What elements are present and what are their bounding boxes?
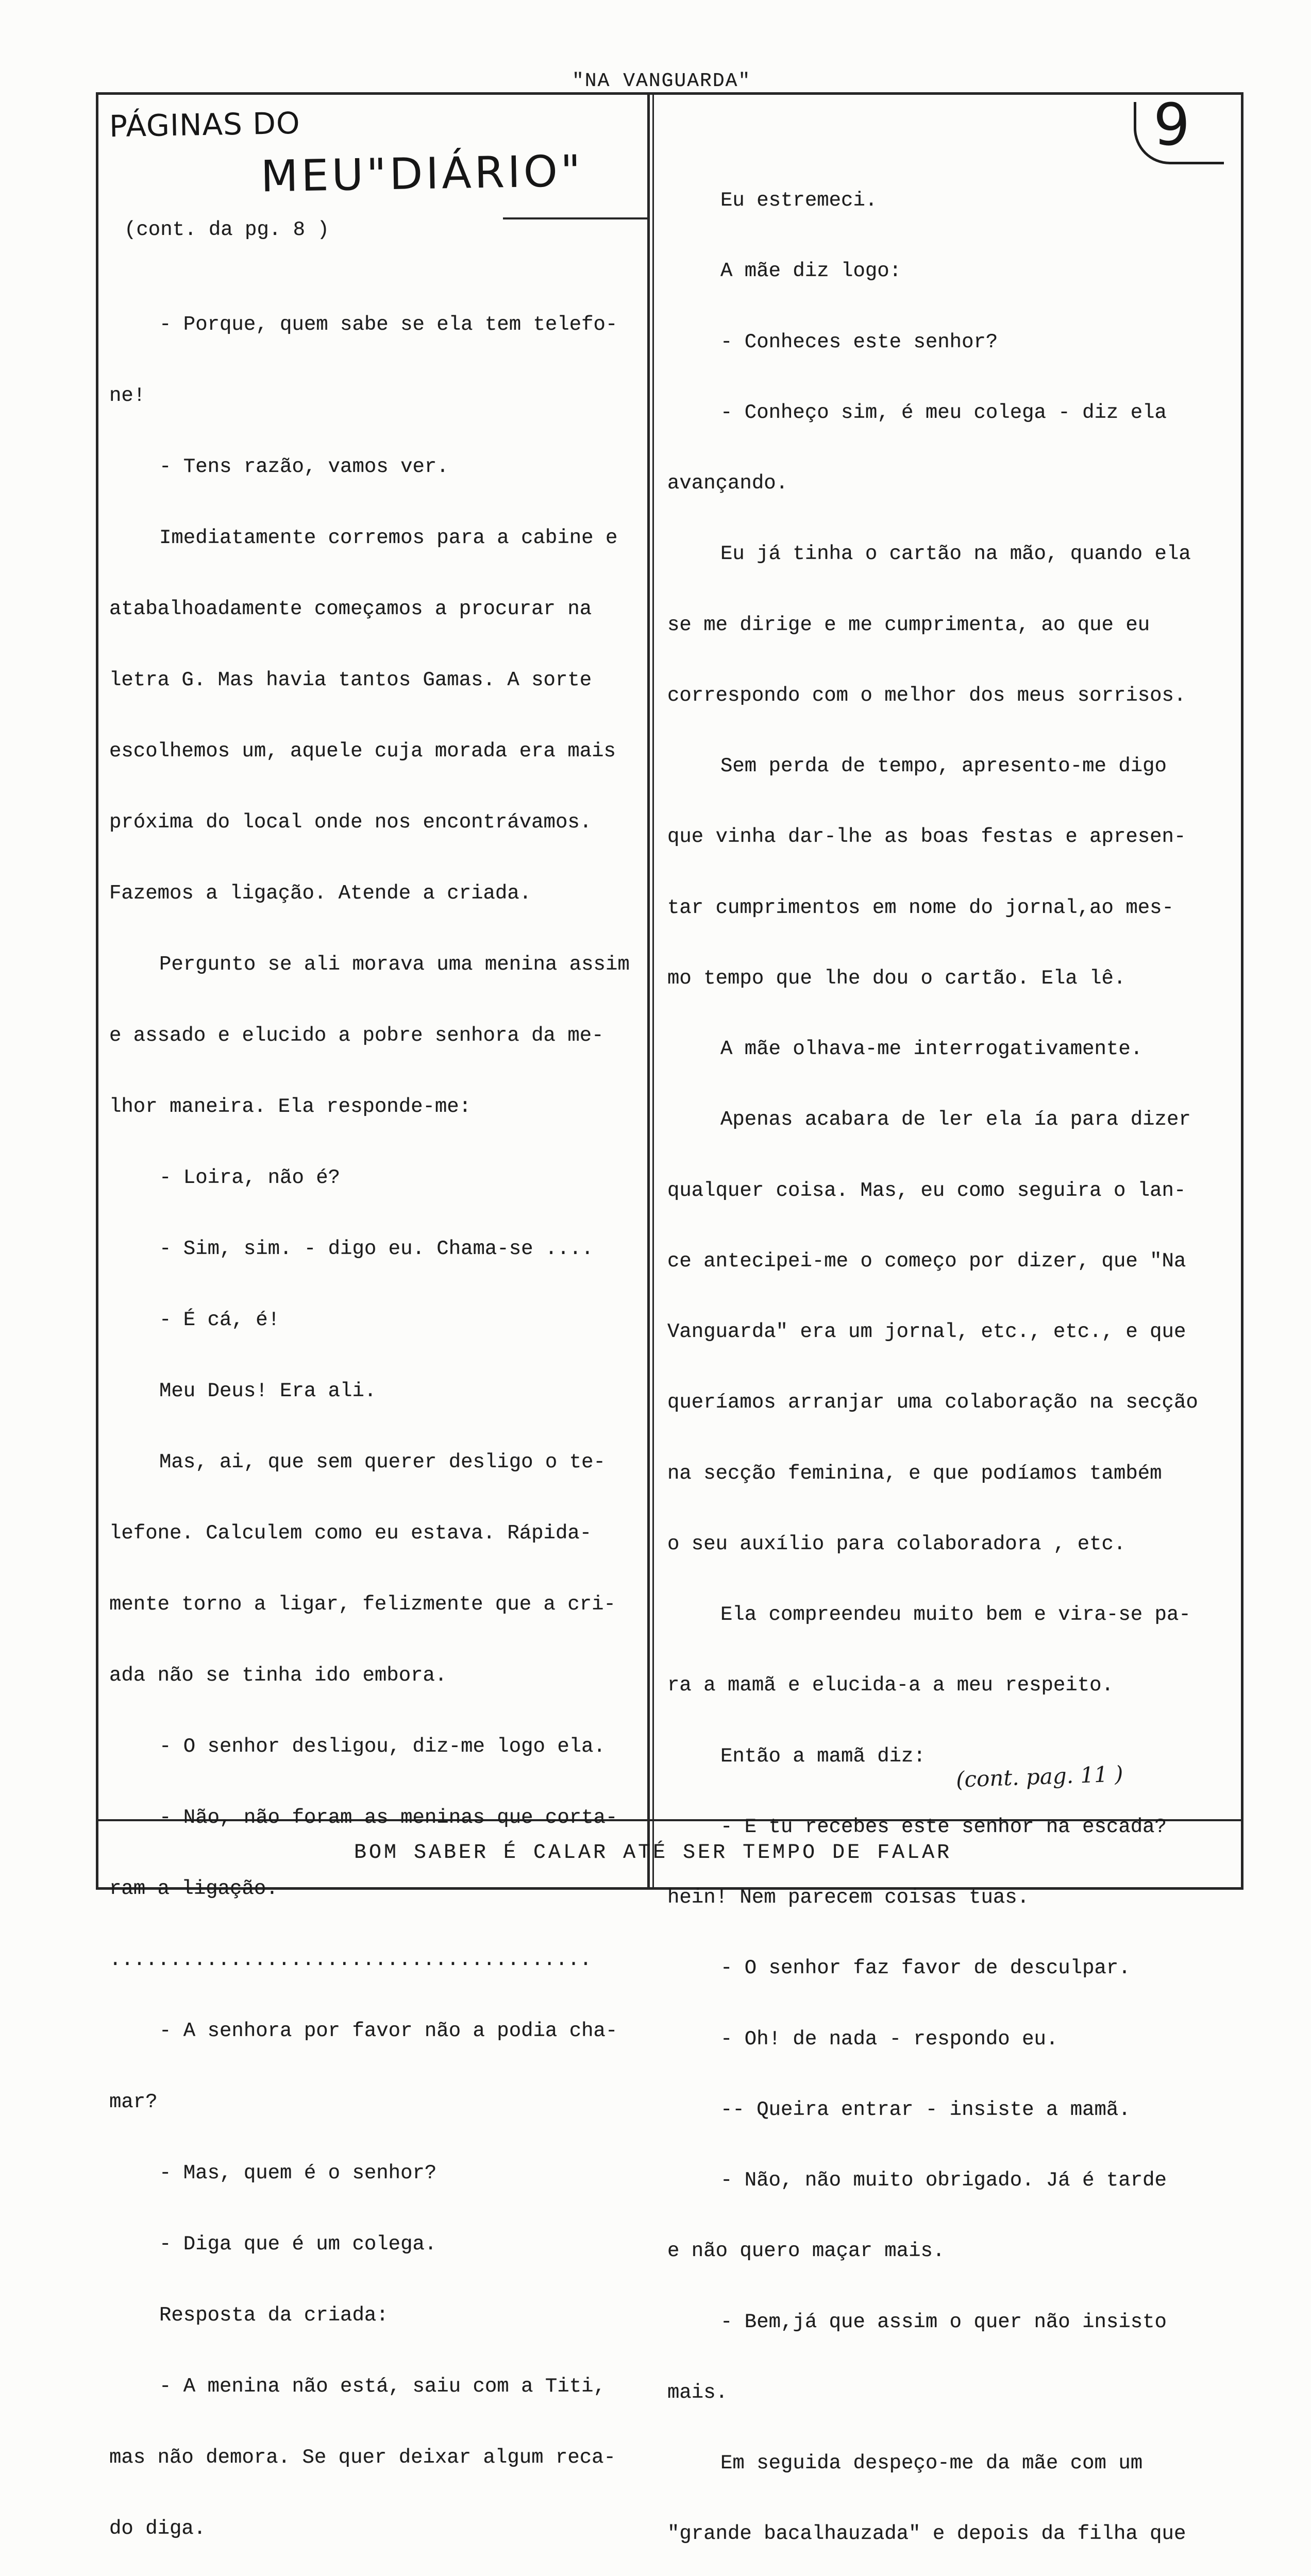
- text-line: - A menina não está, saiu com a Titi,: [159, 2375, 606, 2398]
- text-line: lhor maneira. Ela responde-me:: [109, 1095, 472, 1118]
- text-line: e assado e elucido a pobre senhora da me-: [109, 1024, 604, 1047]
- text-line: - É cá, é!: [159, 1309, 280, 1331]
- text-line: Em seguida despeço-me da mãe com um: [720, 2452, 1143, 2475]
- text-line: - Conheces este senhor?: [720, 330, 998, 353]
- text-line: - A senhora por favor não a podia cha-: [159, 2020, 618, 2042]
- text-line: - E tu recebes este senhor na escada?: [720, 1815, 1167, 1838]
- text-line: ce antecipei-me o começo por dizer, que "Na: [667, 1249, 1186, 1273]
- left-border: [96, 92, 98, 1890]
- text-line: Pergunto se ali morava uma menina assim: [159, 953, 630, 976]
- text-line: ada não se tinha ido embora.: [109, 1664, 447, 1687]
- text-line: tar cumprimentos em nome do jornal,ao mes-: [667, 896, 1174, 919]
- text-line: - Conheço sim, é meu colega - diz ela: [720, 401, 1167, 424]
- text-line: atabalhoadamente começamos a procurar na: [109, 598, 592, 620]
- text-line: queríamos arranjar uma colaboração na secção: [667, 1391, 1198, 1414]
- text-line: lefone. Calculem como eu estava. Rápida-: [109, 1522, 592, 1545]
- text-line: ne!: [109, 384, 146, 407]
- article-heading-line1: PÁGINAS DO: [109, 105, 301, 144]
- text-line: letra G. Mas havia tantos Gamas. A sorte: [109, 669, 592, 691]
- text-line: do diga.: [109, 2517, 206, 2540]
- text-line: - Diga que é um colega.: [159, 2233, 437, 2256]
- text-line: Mas, ai, que sem querer desligo o te-: [159, 1451, 606, 1473]
- continued-on-note: (cont. pag. 11 ): [955, 1761, 1124, 1792]
- column-divider-inner: [652, 92, 654, 1890]
- text-line: - Porque, quem sabe se ela tem telefo-: [159, 313, 618, 336]
- text-line: correspondo com o melhor dos meus sorrisos.: [667, 684, 1186, 707]
- text-line: Então a mamã diz:: [720, 1744, 926, 1768]
- text-line: mais.: [667, 2381, 728, 2404]
- text-line: Eu estremeci.: [720, 189, 878, 212]
- newspaper-title: "NA VANGUARDA": [572, 70, 751, 92]
- text-line: na secção feminina, e que podíamos também: [667, 1462, 1162, 1485]
- text-line: Apenas acabara de ler ela ía para dizer: [720, 1108, 1191, 1131]
- text-line: se me dirige e me cumprimenta, ao que eu: [667, 613, 1150, 636]
- text-line: que vinha dar-lhe as boas festas e apresen-: [667, 825, 1186, 849]
- text-line: - O senhor desligou, diz-me logo ela.: [159, 1735, 606, 1758]
- text-line: mente torno a ligar, felizmente que a cri-: [109, 1593, 616, 1616]
- text-line: - Bem,já que assim o quer não insisto: [720, 2310, 1167, 2333]
- text-line: Vanguarda" era um jornal, etc., etc., e que: [667, 1320, 1186, 1343]
- text-line: - Loira, não é?: [159, 1166, 341, 1189]
- text-line: A mãe olhava-me interrogativamente.: [720, 1038, 1143, 1060]
- text-line: Sem perda de tempo, apresento-me digo: [720, 755, 1167, 777]
- page-number: 9: [1153, 92, 1190, 159]
- text-line: Resposta da criada:: [159, 2304, 389, 2327]
- text-line: "grande bacalhauzada" e depois da filha que: [667, 2522, 1186, 2546]
- top-border: [96, 92, 1243, 95]
- text-line: avançando.: [667, 472, 788, 495]
- text-line: Imediatamente corremos para a cabine e: [159, 527, 618, 549]
- text-line: Fazemos a ligação. Atende a criada.: [109, 882, 532, 905]
- text-line: - Sim, sim. - digo eu. Chama-se ....: [159, 1238, 594, 1260]
- left-column: [109, 266, 645, 2576]
- text-line: mo tempo que lhe dou o cartão. Ela lê.: [667, 967, 1126, 990]
- dotted-separator: ........................................: [109, 1948, 592, 1971]
- text-line: e não quero maçar mais.: [667, 2240, 945, 2263]
- text-line: qualquer coisa. Mas, eu como seguira o lan-: [667, 1179, 1186, 1202]
- text-line: - Não, não foram as meninas que corta-: [159, 1806, 618, 1829]
- text-line: escolhemos um, aquele cuja morada era mais: [109, 740, 616, 762]
- text-line: próxima do local onde nos encontrávamos.: [109, 811, 592, 834]
- heading-underline: [503, 217, 647, 219]
- text-line: mas não demora. Se quer deixar algum reca-: [109, 2446, 616, 2469]
- text-line: mar?: [109, 2091, 158, 2113]
- text-line: - Não, não muito obrigado. Já é tarde: [720, 2169, 1167, 2192]
- text-line: -- Queira entrar - insiste a mamã.: [720, 2098, 1131, 2121]
- text-line: Ela compreendeu muito bem e vira-se pa-: [720, 1603, 1191, 1626]
- text-line: - Tens razão, vamos ver.: [159, 455, 449, 478]
- text-line: ra a mamã e elucida-a a meu respeito.: [667, 1674, 1114, 1697]
- article-heading-line2: MEU"DIÁRIO": [260, 145, 584, 202]
- text-line: ram a ligação.: [109, 1877, 278, 1900]
- text-line: Meu Deus! Era ali.: [159, 1380, 377, 1402]
- text-line: - O senhor faz favor de desculpar.: [720, 1957, 1131, 1980]
- text-line: - Oh! de nada - respondo eu.: [720, 2027, 1058, 2050]
- text-line: A mãe diz logo:: [720, 260, 902, 283]
- text-line: o seu auxílio para colaboradora , etc.: [667, 1532, 1126, 1555]
- right-column: [667, 143, 1237, 2576]
- text-line: Eu já tinha o cartão na mão, quando ela: [720, 543, 1191, 566]
- footer-motto: BOM SABER É CALAR ATÉ SER TEMPO DE FALAR: [354, 1841, 952, 1865]
- text-line: - Mas, quem é o senhor?: [159, 2162, 437, 2184]
- right-border: [1241, 92, 1243, 1890]
- continued-from-label: (cont. da pg. 8 ): [124, 218, 329, 241]
- column-divider: [647, 92, 650, 1890]
- text-line: hein! Nem parecem coisas tuas.: [667, 1886, 1030, 1909]
